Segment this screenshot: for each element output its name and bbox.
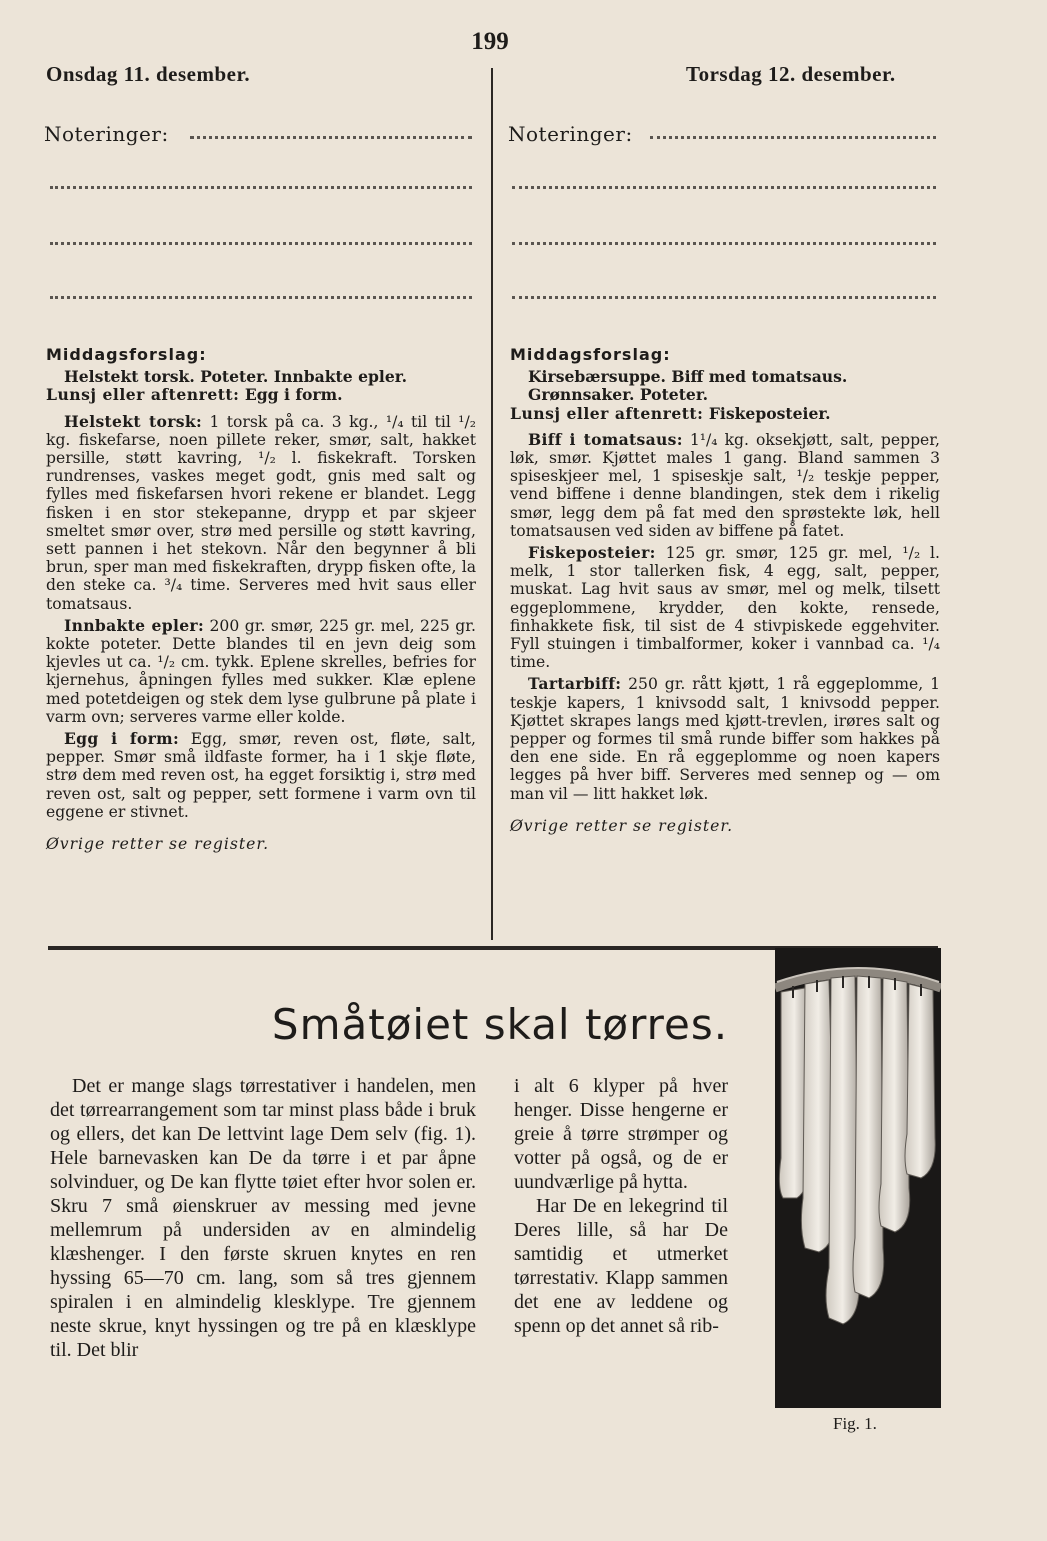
recipe-tartarbiff: [510, 675, 940, 802]
article-headline: Småtøiet skal tørres.: [271, 1000, 729, 1049]
left-menu-column: [46, 346, 476, 857]
right-lunsj: [510, 405, 940, 423]
right-lunsj-label: Lunsj eller aftenrett:: [510, 403, 704, 423]
left-lunsj-label: Lunsj eller aftenrett:: [46, 385, 240, 405]
right-notes-line-1[interactable]: [650, 136, 936, 139]
article-paragraph: Har De en lekegrind til Deres lille, så har De samtidig et utmerket tørrestativ. Klapp sammen det ene av leddene og spenn op det annet så rib-: [514, 1195, 728, 1337]
recipe-fiskeposteier: [510, 544, 940, 671]
recipe-biff-i-tomatsaus: [510, 431, 940, 540]
article-paragraph: Det er mange slags tørrestativer i handelen, men det tørrearrangement som tar minst plass både i bruk og ellers, det kan De lettvint lage Dem selv (fig. 1). Hele barnevasken kan De da tørre i et par åpne solvinduer, og De kan flytte tøiet efter hvor solen er. Skru 7 små øienskruer av messing med jevne mellemrum på undersiden av en almindelig klæshenger. I den første skruen knytes en ren hyssing 65—70 cm. lang, som så tres gjennem spiralen i en almindelig klesklype. Tre gjennem neste skrue, knyt hyssingen og tre på en klæsklype til. Det blir: [50, 1075, 476, 1361]
article-paragraph: i alt 6 klyper på hver henger. Disse hengerne er greie å tørre strømper og votter på også, og de er uundværlige på hytta.: [514, 1075, 728, 1193]
right-notes-line-3[interactable]: [512, 242, 936, 245]
left-notes-line-1[interactable]: [190, 136, 472, 139]
recipe-text: 200 gr. smør, 225 gr. mel, 225 gr. kokte poteter. Dette blandes til en jevn deig som kjevles ut ca. ¹/₂ cm. tykk. Eplene skrelles, befries for kjernehus, åpningen fylles med sukker. Klæ eplene med potetdeigen og stek dem lyse gulbrune på plate i varm ovn; serveres varme eller kolde.: [46, 616, 476, 726]
left-middag-label: Middagsforslag:: [46, 345, 207, 364]
recipe-name: Helstekt torsk:: [64, 411, 203, 431]
clothes-hanger-photo: [775, 948, 941, 1408]
page-number: 199: [471, 28, 509, 55]
right-day-heading: Torsdag 12. desember.: [686, 62, 896, 86]
right-menu-line-1: Kirsebærsuppe. Biff med tomatsaus.: [528, 367, 848, 387]
recipe-text: Egg, smør, reven ost, fløte, salt, pepper. Smør små ildfaste former, ha i 1 skje fløte, strø dem med reven ost, ha egget forsiktig i, strø med reven ost, salt og pepper, sett formene i varm ovn til eggene er stivnet.: [46, 730, 476, 821]
recipe-text: 250 gr. rått kjøtt, 1 rå eggeplomme, 1 teskje kapers, 1 knivsodd salt, 1 knivsodd pepper. Kjøttet skrapes langs med kjøtt-trevlen, irøres salt og pepper og formes til små runde biffer som hakkes på den ene side. En rå eggeplomme og noen kapers legges på hver biff. Serveres med sennep og — om man vil — litt hakket løk.: [510, 675, 940, 803]
recipe-text: 1 torsk på ca. 3 kg., ¹/₄ til til ¹/₂ kg. fiskefarse, noen pillete reker, smør, salt, hakket persille, støtt kavring, ¹/₂ l. fiskekraft. Torsken rundrenses, vaskes meget godt, gnis med salt og fylles med fiskefarsen hvori rekene er blandet. Legg fisken i en stor stekepanne, drypp et par skjeer smeltet smør over, strø med persille og støtt kavring, sett pannen i het stekovn. Når den begynner å bli brun, sper man med fiskekraften, drypp fisken ofte, la den steke ca. ³/₄ time. Serveres med hvit saus eller tomatsaus.: [46, 412, 477, 613]
recipe-helstekt-torsk: [46, 413, 476, 613]
left-register-note: Øvrige retter se register.: [46, 835, 270, 854]
left-lunsj: [46, 386, 476, 404]
left-notes-label: Noteringer:: [44, 122, 169, 146]
right-lunsj-value: Fiskeposteier.: [708, 403, 831, 423]
left-menu-line: Helstekt torsk. Poteter. Innbakte epler.: [64, 367, 407, 387]
left-notes-line-2[interactable]: [50, 186, 472, 189]
right-notes-line-2[interactable]: [512, 186, 936, 189]
column-divider: [491, 68, 493, 940]
right-menu-column: [510, 346, 940, 839]
recipe-text: 1¹/₄ kg. oksekjøtt, salt, pepper, løk, smør. Kjøttet males 1 gang. Bland sammen 3 spiseskjeer mel, 1 spiseskje salt, ¹/₂ teskje pepper, vend biffene i denne blandingen, stek dem i rikelig smør, legg dem på fat med den sprøstekte løk, hell tomatsausen ved siden av biffene på fatet.: [510, 430, 940, 540]
figure-caption: Fig. 1.: [833, 1414, 877, 1433]
left-day-heading: Onsdag 11. desember.: [46, 62, 251, 86]
recipe-innbakte-epler: [46, 617, 476, 726]
recipe-name: Innbakte epler:: [64, 615, 204, 635]
right-register-note: Øvrige retter se register.: [510, 816, 734, 835]
recipe-text: 125 gr. smør, 125 gr. mel, ¹/₂ l. melk, 1 stor tallerken fisk, 4 egg, salt, pepper, muskat. Lag hvit saus av smør, mel og melk, tilsett eggeplommene, krydder, den kokte, rensede, finhakkete fisk, til sist de 4 stivpiskede eggehviter. Fyll stuingen i timbalformer, koker i vannbad ca. ¹/₄ time.: [510, 544, 940, 672]
left-lunsj-value: Egg i form.: [244, 385, 343, 405]
recipe-name: Fiskeposteier:: [528, 543, 656, 563]
article-column-1: [50, 1074, 476, 1362]
article-column-2: [514, 1074, 728, 1338]
right-middag-label: Middagsforslag:: [510, 345, 671, 364]
recipe-name: Egg i form:: [64, 729, 179, 749]
hanger-image: [775, 948, 941, 1408]
right-notes-label: Noteringer:: [508, 122, 633, 146]
right-menu-line-2: Grønnsaker. Poteter.: [528, 385, 709, 405]
left-notes-line-4[interactable]: [50, 296, 472, 299]
recipe-egg-i-form: [46, 730, 476, 821]
right-notes-line-4[interactable]: [512, 296, 936, 299]
recipe-name: Biff i tomatsaus:: [528, 429, 683, 449]
recipe-name: Tartarbiff:: [528, 674, 622, 694]
left-notes-line-3[interactable]: [50, 242, 472, 245]
